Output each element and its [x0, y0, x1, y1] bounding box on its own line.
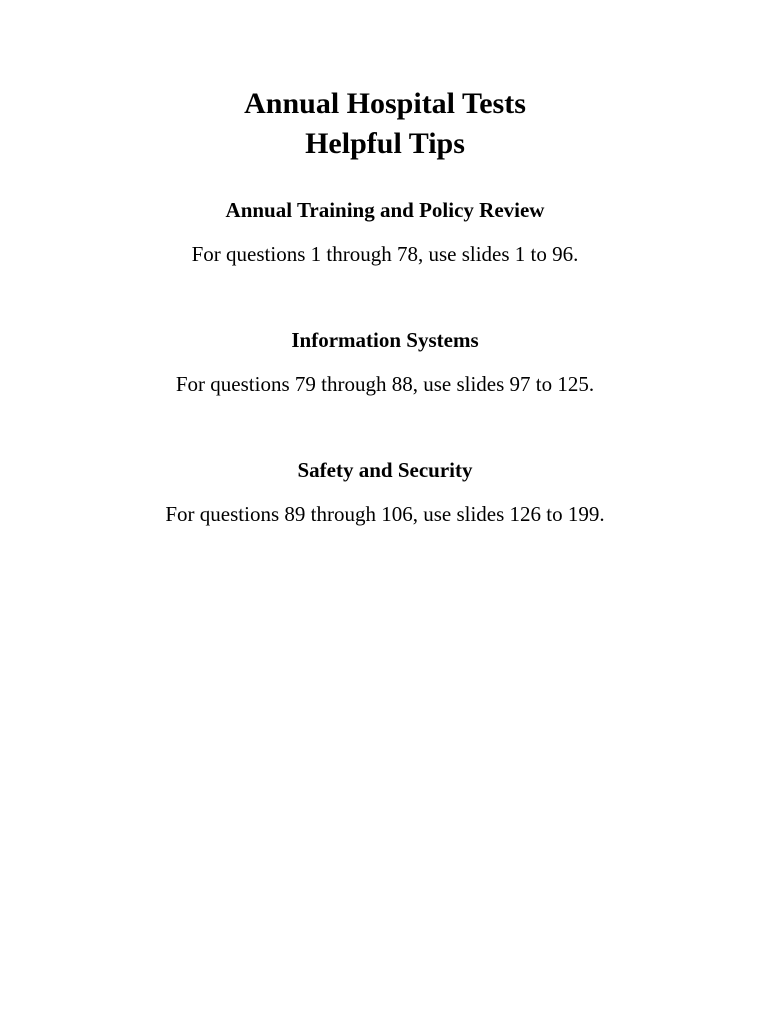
title-line-primary: Annual Hospital Tests: [244, 87, 526, 120]
section-heading: Information Systems: [291, 328, 479, 352]
section-heading: Annual Training and Policy Review: [225, 198, 545, 222]
document-title: [0, 84, 770, 164]
section-instructions: For questions 89 through 106, use slides 126 to 199.: [165, 502, 605, 526]
section-heading: Safety and Security: [297, 458, 473, 482]
title-line-secondary: Helpful Tips: [305, 127, 465, 160]
section-safety-security: [0, 457, 770, 527]
section-instructions: For questions 1 through 78, use slides 1 to 96.: [191, 242, 579, 266]
section-instructions: For questions 79 through 88, use slides 97 to 125.: [175, 372, 595, 396]
section-information-systems: [0, 327, 770, 397]
section-annual-training: [0, 197, 770, 267]
